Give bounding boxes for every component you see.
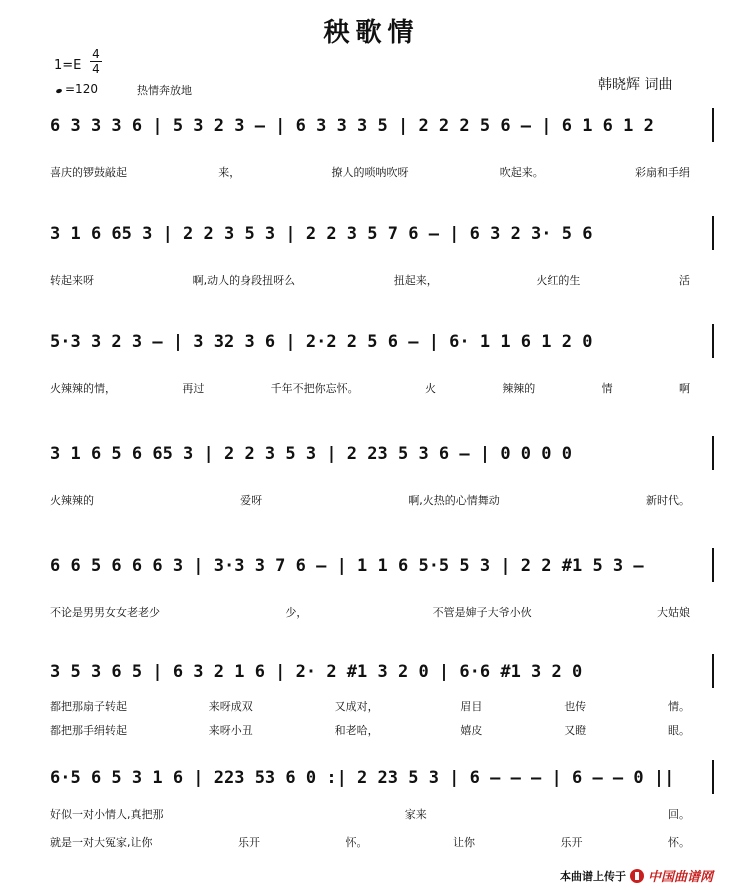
bar-line [712,654,714,688]
notation-line: 3 1 6 65 3 | 2 2 3 5 3 | 2 2 3 5 7 6 – | 6 3 2 3· 5 6 [50,224,593,244]
score-row [46,112,714,222]
site-watermark [560,866,713,885]
lyric-phrase: 让你 [453,836,475,849]
lyric-line [50,272,690,288]
lyric-line [50,698,690,714]
lyric-phrase: 大姑娘 [656,606,690,619]
lyric-phrase: 啊,动人的身段扭呀么 [192,274,296,287]
lyric-phrase: 嬉皮 [460,724,483,737]
lyric-phrase: 撩人的唢呐吹呀 [331,166,409,179]
lyric-phrase: 就是一对大冤家,让你 [50,836,153,849]
meter-bottom: 4 [92,62,100,76]
lyric-phrase: 转起来呀 [50,274,94,287]
lyric-phrase: 怀。 [345,836,368,849]
song-title: 秧歌情 [323,18,420,48]
lyric-phrase: 情。 [667,700,690,713]
score-row [46,658,714,768]
notation-line: 5·3 3 2 3 – | 3 32 3 6 | 2·2 2 5 6 – | 6· 1 1 6 1 2 0 [50,332,593,352]
lyric-phrase: 眼。 [667,724,690,737]
lyric-phrase: 喜庆的锣鼓敲起 [50,166,127,179]
lyric-line [50,380,690,396]
lyric-phrase: 又成对， [334,700,379,713]
lyric-phrase: 和老哈， [334,724,379,737]
quarter-note-icon [55,88,62,94]
lyric-line [50,722,690,738]
lyric-phrase: 情 [601,382,613,395]
lyric-phrase: 家来 [404,808,427,821]
lyric-line [50,164,690,180]
lyric-phrase: 活 [679,274,690,287]
lyric-phrase: 火辣辣的 [50,494,94,507]
lyric-phrase: 火红的生 [536,274,581,287]
lyric-phrase: 怀。 [668,836,690,849]
bar-line [712,548,714,582]
notation-line: 3 1 6 5 6 65 3 | 2 2 3 5 3 | 2 23 5 3 6 – | 0 0 0 0 [50,444,572,464]
score-row [46,328,714,438]
bar-line [712,324,714,358]
score-row [46,552,714,662]
lyric-phrase: 啊 [678,382,690,395]
lyric-phrase: 啊,火热的心情舞动 [408,494,500,507]
notation-line: 6·5 6 5 3 1 6 | 223 53 6 0 :| 2 23 5 3 | 6 – – – | 6 – – 0 || [50,768,675,788]
bar-line [712,760,714,794]
lyric-phrase: 不论是男男女女老老少 [50,606,160,619]
lyric-phrase: 又瞪 [564,724,587,737]
lyric-phrase: 来呀小丑 [208,724,253,737]
lyric-phrase: 新时代。 [645,494,690,507]
expression-marking: 热情奔放地 [137,84,192,97]
lyric-phrase: 扭起来， [393,274,438,287]
lyric-phrase: 都把那手绢转起 [50,724,127,737]
lyric-phrase: 眉目 [460,700,483,713]
lyric-phrase: 回。 [668,808,690,821]
lyric-line [50,834,690,850]
bar-line [712,216,714,250]
composer-credit: 韩晓辉 词曲 [598,77,673,93]
score-row [46,764,714,874]
notation-line: 6 6 5 6 6 6 3 | 3·3 3 7 6 – | 1 1 6 5·5 5 3 | 2 2 #1 5 3 – [50,556,644,576]
upload-note: 本曲谱上传于 [560,869,626,883]
lyric-phrase: 也传 [564,700,587,713]
lyric-phrase: 乐开 [238,836,260,849]
meter-top: 4 [92,47,100,61]
lyric-phrase: 辣辣的 [502,382,536,395]
lyric-phrase: 好似一对小情人,真把那 [50,808,164,821]
lyric-phrase: 火辣辣的情， [50,382,116,395]
lyric-phrase: 不管是婶子大爷小伙 [432,606,532,619]
lyric-phrase: 来， [218,166,241,179]
tempo-marking [56,82,98,96]
bar-line [712,436,714,470]
lyric-phrase: 都把那扇子转起 [50,700,127,713]
lyric-phrase: 爱呀 [240,494,263,507]
lyric-phrase: 少， [285,606,308,619]
lyric-line [50,492,690,508]
notation-line: 3 5 3 6 5 | 6 3 2 1 6 | 2· 2 #1 3 2 0 | 6·6 #1 3 2 0 [50,662,583,682]
lyric-line [50,604,690,620]
site-logo-text: 中国曲谱网 [648,870,714,885]
score-row [46,440,714,550]
lyric-phrase: 火 [424,382,436,395]
notation-line: 6 3 3 3 6 | 5 3 2 3 – | 6 3 3 3 5 | 2 2 2 5 6 – | 6 1 6 1 2 [50,116,654,136]
lyric-line [50,806,690,822]
time-signature [90,48,102,75]
key-signature: 1=E [54,58,82,73]
site-logo-icon [630,869,644,883]
tempo-value: =120 [65,82,98,96]
bar-line [712,108,714,142]
lyric-phrase: 吹起来。 [499,166,544,179]
lyric-phrase: 彩扇和手绢 [635,166,690,179]
lyric-phrase: 来呀成双 [208,700,253,713]
lyric-phrase: 再过 [182,382,205,395]
score-row [46,220,714,330]
lyric-phrase: 乐开 [560,836,583,849]
lyric-phrase: 千年不把你忘怀。 [270,382,359,395]
